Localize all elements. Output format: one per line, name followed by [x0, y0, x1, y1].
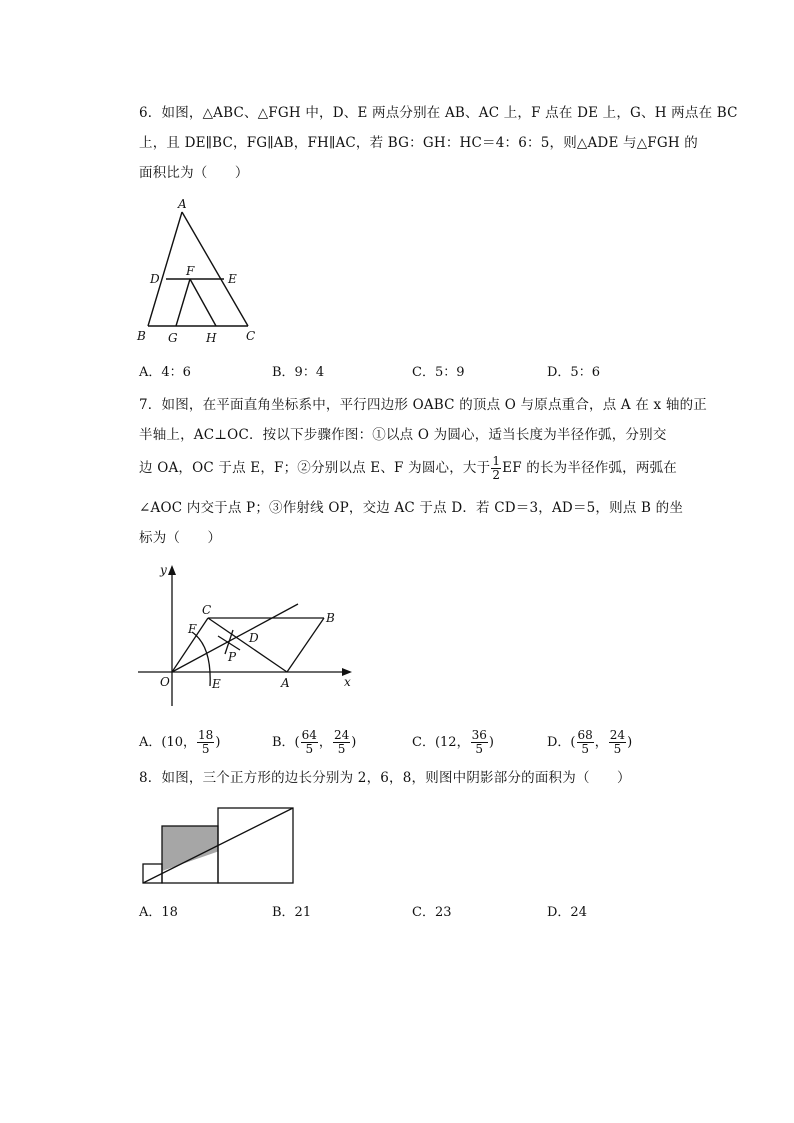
q8-option-c[interactable]: C．23: [412, 905, 452, 920]
q8-shaded-region: [162, 826, 218, 871]
q7-line-3-part-b: EF 的长为半径作弧，两弧在: [502, 460, 677, 476]
q7-fraction-num: 1: [492, 454, 501, 468]
q7-text-line-4: ∠AOC 内交于点 P；③作射线 OP，交边 AC 于点 D．若 CD＝3，AD＝5，则点 B 的坐: [139, 500, 684, 516]
q8-large-square: [218, 808, 293, 883]
q7-label-b: B: [326, 611, 335, 625]
q6-segment-fh: [190, 279, 216, 326]
q7-option-a[interactable]: A．(10， $\frac{18}{5}$ ): [139, 728, 221, 756]
q7-option-b-fraction-x: [301, 729, 318, 756]
q6-option-d[interactable]: D．5：6: [547, 365, 600, 380]
q7-label-x: x: [344, 675, 351, 689]
q6-side-ab: [148, 212, 182, 326]
q8-small-square: [143, 864, 162, 883]
q7-option-d-x-den: 5: [581, 742, 589, 756]
q7-option-c-fraction: [471, 729, 488, 756]
q7-text-line-3: [139, 455, 677, 482]
q7-option-b-fraction-y: [333, 729, 350, 756]
q7-diagonal-ca: [208, 618, 287, 672]
q7-label-e: E: [212, 677, 221, 691]
q7-option-b-y-num: 24: [333, 728, 350, 742]
q6-text-line-1: 6．如图，△ABC、△FGH 中，D、E 两点分别在 AB、AC 上，F 点在 DE 上，G、H 两点在 BC: [139, 105, 738, 121]
q7-option-d-fraction-y: [609, 729, 626, 756]
q7-option-b-letter: B．(: [272, 735, 300, 750]
q7-option-b-close: ): [351, 735, 357, 750]
q7-text-line-1: 7．如图，在平面直角坐标系中，平行四边形 OABC 的顶点 O 与原点重合，点 A 在 x 轴的正: [139, 397, 707, 413]
q7-label-a: A: [281, 676, 290, 690]
q7-option-d[interactable]: D．( $\frac{68}{5}$ ， $\frac{24}{5}$ ): [547, 728, 633, 756]
q6-segment-fg: [176, 279, 190, 326]
q7-option-d-x-num: 68: [577, 728, 593, 742]
q7-option-b-x-num: 64: [301, 728, 317, 742]
q7-label-d: D: [249, 631, 259, 645]
q8-squares-figure: [140, 804, 300, 888]
q8-option-d[interactable]: D．24: [547, 905, 587, 920]
q7-option-a-close: ): [215, 735, 221, 750]
q6-label-f: F: [186, 264, 195, 278]
q6-label-d: D: [150, 272, 160, 286]
q6-label-b: B: [137, 329, 146, 343]
q7-option-a-num: 18: [198, 728, 214, 742]
q7-option-a-x: 10: [166, 735, 184, 750]
q7-option-d-y-den: 5: [613, 742, 622, 756]
q7-option-c-den: 5: [475, 742, 484, 756]
q7-text-line-2: 半轴上，AC⊥OC．按以下步骤作图：①以点 O 为圆心，适当长度为半径作弧，分别交: [139, 427, 667, 443]
q6-option-c[interactable]: C．5：9: [412, 365, 465, 380]
q6-label-h: H: [206, 331, 217, 345]
q7-option-b-y-den: 5: [337, 742, 346, 756]
q7-option-a-letter: A．(: [139, 735, 167, 750]
q6-text-line-3: 面积比为（ ）: [139, 165, 249, 181]
q7-label-y: y: [160, 563, 167, 577]
q7-option-c[interactable]: C．(12， $\frac{36}{5}$ ): [412, 728, 494, 756]
q7-fraction-den: 2: [492, 468, 501, 482]
q7-fraction-half: [491, 455, 501, 482]
q6-label-g: G: [168, 331, 178, 345]
q6-label-a: A: [178, 197, 187, 211]
q7-option-d-close: ): [627, 735, 633, 750]
q7-option-d-y-num: 24: [609, 728, 626, 742]
q7-label-o: O: [160, 675, 170, 689]
q7-label-c: C: [202, 603, 212, 617]
q6-label-e: E: [228, 272, 237, 286]
q7-option-d-letter: D．(: [547, 735, 576, 750]
q6-text-line-2: 上，且 DE∥BC，FG∥AB，FH∥AC，若 BG：GH：HC＝4：6：5，则△ADE 与△FGH 的: [139, 135, 698, 151]
q7-option-b-x-den: 5: [305, 742, 314, 756]
q7-line-3-part-a: 边 OA，OC 于点 E，F；②分别以点 E、F 为圆心，大于: [139, 460, 491, 476]
q7-option-d-fraction-x: [577, 729, 594, 756]
q6-option-b[interactable]: B．9：4: [272, 365, 325, 380]
q8-option-a[interactable]: A．18: [139, 905, 178, 920]
q7-coordinate-figure: [130, 560, 370, 710]
q7-label-f: F: [188, 622, 197, 636]
q6-option-a[interactable]: A．4：6: [139, 365, 191, 380]
q7-option-a-den: 5: [201, 742, 210, 756]
q8-option-b[interactable]: B．21: [272, 905, 312, 920]
q6-label-c: C: [246, 329, 256, 343]
q7-option-c-letter: C．(: [412, 735, 441, 750]
q8-text-line-1: 8．如图，三个正方形的边长分别为 2，6，8，则图中阴影部分的面积为（ ）: [139, 770, 631, 786]
q7-option-a-fraction: [197, 729, 214, 756]
q7-text-line-5: 标为（ ）: [139, 530, 222, 546]
q6-triangle-figure: [130, 192, 270, 352]
q7-option-c-x: 12: [440, 735, 457, 750]
q7-side-ba: [287, 618, 324, 672]
q7-option-c-num: 36: [471, 728, 487, 742]
q7-option-b[interactable]: B．( $\frac{64}{5}$ ， $\frac{24}{5}$ ): [272, 728, 357, 756]
q7-label-p: P: [228, 650, 237, 664]
q7-y-axis-arrow: [168, 565, 176, 575]
q7-option-c-close: ): [488, 735, 494, 750]
